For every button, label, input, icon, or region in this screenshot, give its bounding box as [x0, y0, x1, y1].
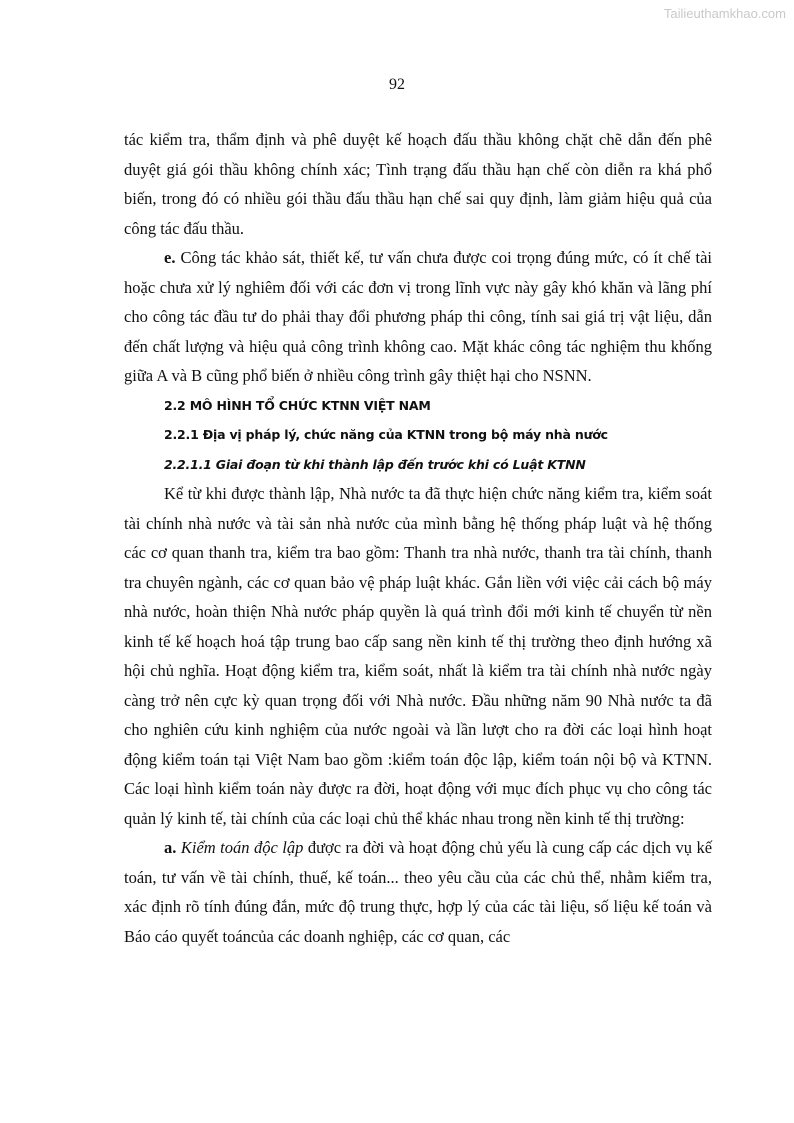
paragraph-e-text: Công tác khảo sát, thiết kế, tư vấn chưa được coi trọng đúng mức, có ít chế tài hoặc chưa xử lý nghiêm đối với các đơn vị trong lĩnh vực này gây khó khăn và lãng phí cho công tác đầu tư do phải thay đổi phương pháp thi công, tính sai giá trị vật liệu, dẫn đến chất lượng và hiệu quả công trình không cao. Mặt khác công tác nghiệm thu khống giữa A và B cũng phổ biến ở nhiều công trình gây thiệt hại cho NSNN. — [124, 248, 712, 385]
section-heading-2-2: 2.2 MÔ HÌNH TỔ CHỨC KTNN VIỆT NAM — [164, 397, 431, 413]
paragraph-a-text: được ra đời và hoạt động chủ yếu là cung cấp các dịch vụ kế toán, tư vấn về tài chính, thuế, kế toán... theo yêu cầu của các chủ thể, nhằm kiểm tra, xác định rõ tính đúng đắn, mức độ trung thực, hợp lý của các tài liệu, số liệu kế toán và Báo cáo quyết toáncủa các doanh nghiệp, các cơ quan, các — [124, 838, 713, 946]
watermark: Tailieuthamkhao.com — [663, 6, 786, 21]
list-label-a: a. — [164, 838, 177, 857]
paragraph-continuation: tác kiểm tra, thẩm định và phê duyệt kế hoạch đấu thầu không chặt chẽ dẫn đến phê duyệt giá gói thầu không chính xác; Tình trạng đấu thầu hạn chế còn diễn ra khá phổ biến, trong đó có nhiều gói thầu đấu thầu hạn chế sai quy định, làm giảm hiệu quả của công tác đấu thầu. — [124, 130, 712, 238]
list-label-e: e. — [164, 248, 176, 267]
term-kiem-toan-doc-lap: Kiểm toán độc lập — [180, 838, 304, 857]
paragraph-body: Kể từ khi được thành lập, Nhà nước ta đã thực hiện chức năng kiểm tra, kiểm soát tài chính nhà nước và tài sản nhà nước của mình bằng hệ thống pháp luật và hệ thống các cơ quan thanh tra, kiểm tra bao gồm: Thanh tra nhà nước, thanh tra tài chính, thanh tra chuyên ngành, các cơ quan bảo vệ pháp luật khác. Gắn liền với việc cải cách bộ máy nhà nước, hoàn thiện Nhà nước pháp quyền là quá trình đổi mới kinh tế chuyển từ nền kinh tế kế hoạch hoá tập trung bao cấp sang nền kinh tế thị trường theo định hướng xã hội chủ nghĩa. Hoạt động kiểm tra, kiểm soát, nhất là kiểm tra tài chính nhà nước ngày càng trở nên cực kỳ quan trọng đối với Nhà nước. Đầu những năm 90 Nhà nước ta đã cho nghiên cứu kinh nghiệm của nước ngoài và lần lượt cho ra đời các loại hình hoạt động kiểm toán tại Việt Nam bao gồm :kiểm toán độc lập, kiểm toán nội bộ và KTNN. Các loại hình kiểm toán này được ra đời, hoạt động với mục đích phục vụ cho công tác quản lý kinh tế, tài chính của các loại chủ thể khác nhau trong nền kinh tế thị trường: — [124, 484, 712, 828]
page-content — [124, 125, 712, 951]
paragraph-e — [124, 243, 712, 391]
page-number: 92 — [389, 76, 405, 93]
paragraph-a — [124, 833, 712, 951]
section-heading-2-2-1: 2.2.1 Địa vị pháp lý, chức năng của KTNN trong bộ máy nhà nước — [164, 427, 608, 442]
section-heading-2-2-1-1: 2.2.1.1 Giai đoạn từ khi thành lập đến trước khi có Luật KTNN — [164, 456, 586, 472]
